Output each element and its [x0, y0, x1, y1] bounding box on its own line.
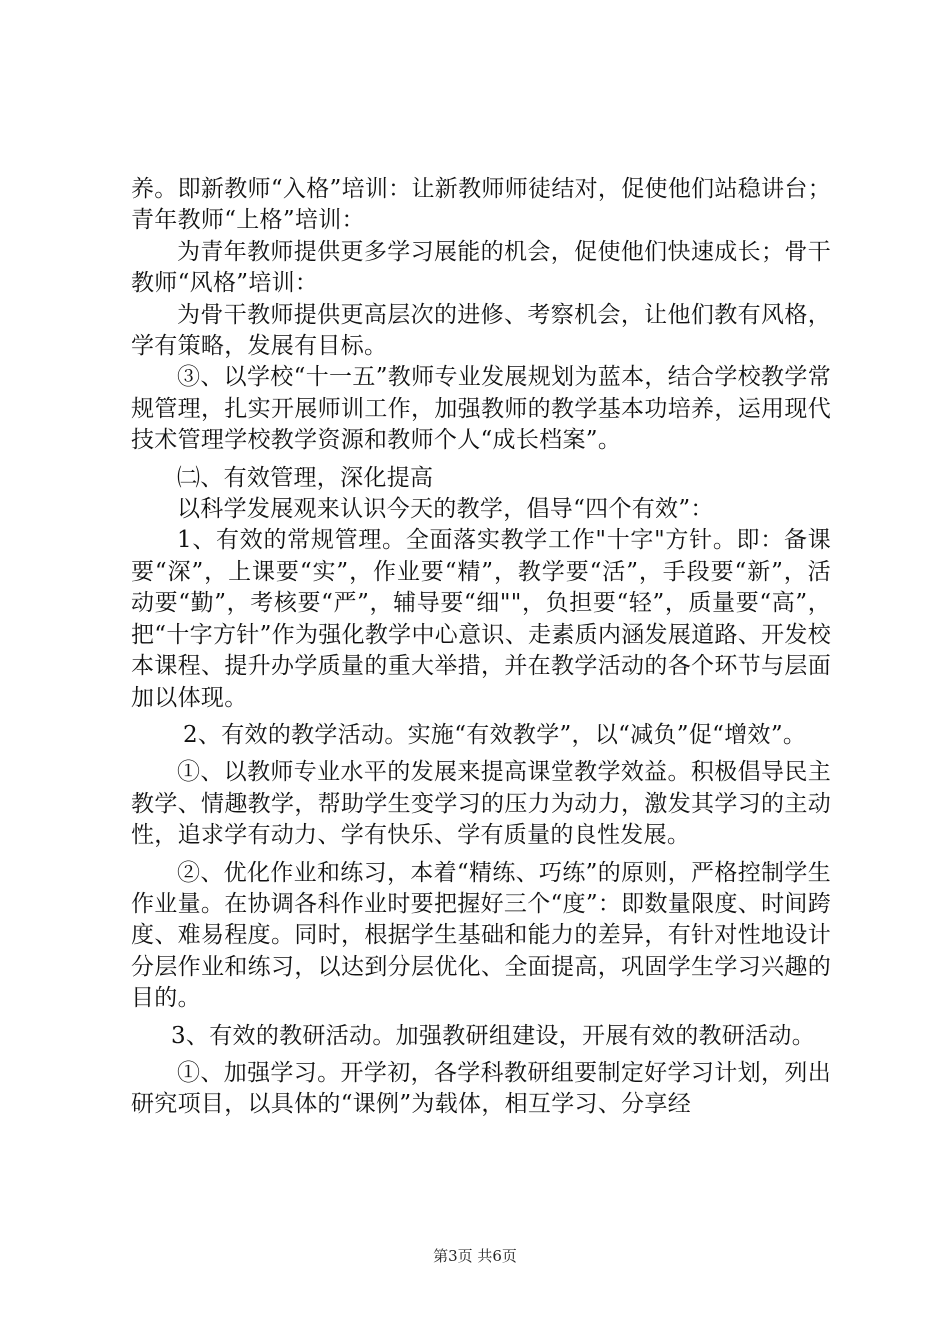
page-footer: 第3页 共6页: [433, 1247, 517, 1265]
paragraph-teaching-activities: 2、有效的教学活动。实施“有效教学”，以“减负”促“增效”。: [183, 721, 807, 748]
paragraph-research-activities: 3、有效的教研活动。加强教研组建设，开展有效的教研活动。: [171, 1022, 816, 1049]
paragraph-key-teachers: 为骨干教师提供更高层次的进修、考察机会，让他们教有风格，学有策略，发展有目标。: [131, 301, 831, 360]
paragraph-teacher-professional-level: ①、以教师专业水平的发展来提高课堂教学效益。积极倡导民主教学、情趣教学，帮助学生变学习的压力为动力，激发其学习的主动性，追求学有动力、学有快乐、学有质量的良性发展。: [131, 759, 831, 849]
paragraph-development-plan: ③、以学校“十一五”教师专业发展规划为蓝本，结合学校教学常规管理，扎实开展师训工作，加强教师的教学基本功培养，运用现代技术管理学校教学资源和教师个人“成长档案”。: [131, 364, 831, 454]
paragraph-routine-management: 1、有效的常规管理。全面落实教学工作"十字"方针。即：备课要“深”，上课要“实”，作业要“精”，教学要“活”，手段要“新”，活动要“勤”，考核要“严”，辅导要“细""，负担要“轻”，质量要“高”，把“十字方针”作为强化教学中心意识、走素质内涵发展道路、开发校本课程、提升办学质量的重大举措，并在教学活动的各个环节与层面加以体现。: [131, 527, 831, 711]
paragraph-young-teachers: 为青年教师提供更多学习展能的机会，促使他们快速成长；骨干教师“风格”培训：: [131, 238, 831, 297]
section-heading-effective-management: ㈡、有效管理，深化提高: [177, 464, 434, 491]
paragraph-four-effective: 以科学发展观来认识今天的教学，倡导“四个有效”：: [177, 496, 714, 523]
paragraph-strengthen-learning: ①、加强学习。开学初，各学科教研组要制定好学习计划，列出研究项目，以具体的“课例”为载体，相互学习、分享经: [131, 1059, 831, 1118]
paragraph-training-continued: 养。即新教师“入格”培训：让新教师师徒结对，促使他们站稳讲台；青年教师“上格”培训：: [131, 176, 831, 234]
paragraph-homework-optimization: ②、优化作业和练习，本着“精练、巧练”的原则，严格控制学生作业量。在协调各科作业时要把握好三个“度”：即数量限度、时间跨度、难易程度。同时，根据学生基础和能力的差异，有针对性地设计分层作业和练习，以达到分层优化、全面提高，巩固学生学习兴趣的目的。: [131, 859, 831, 1012]
document-body: [131, 174, 831, 1121]
